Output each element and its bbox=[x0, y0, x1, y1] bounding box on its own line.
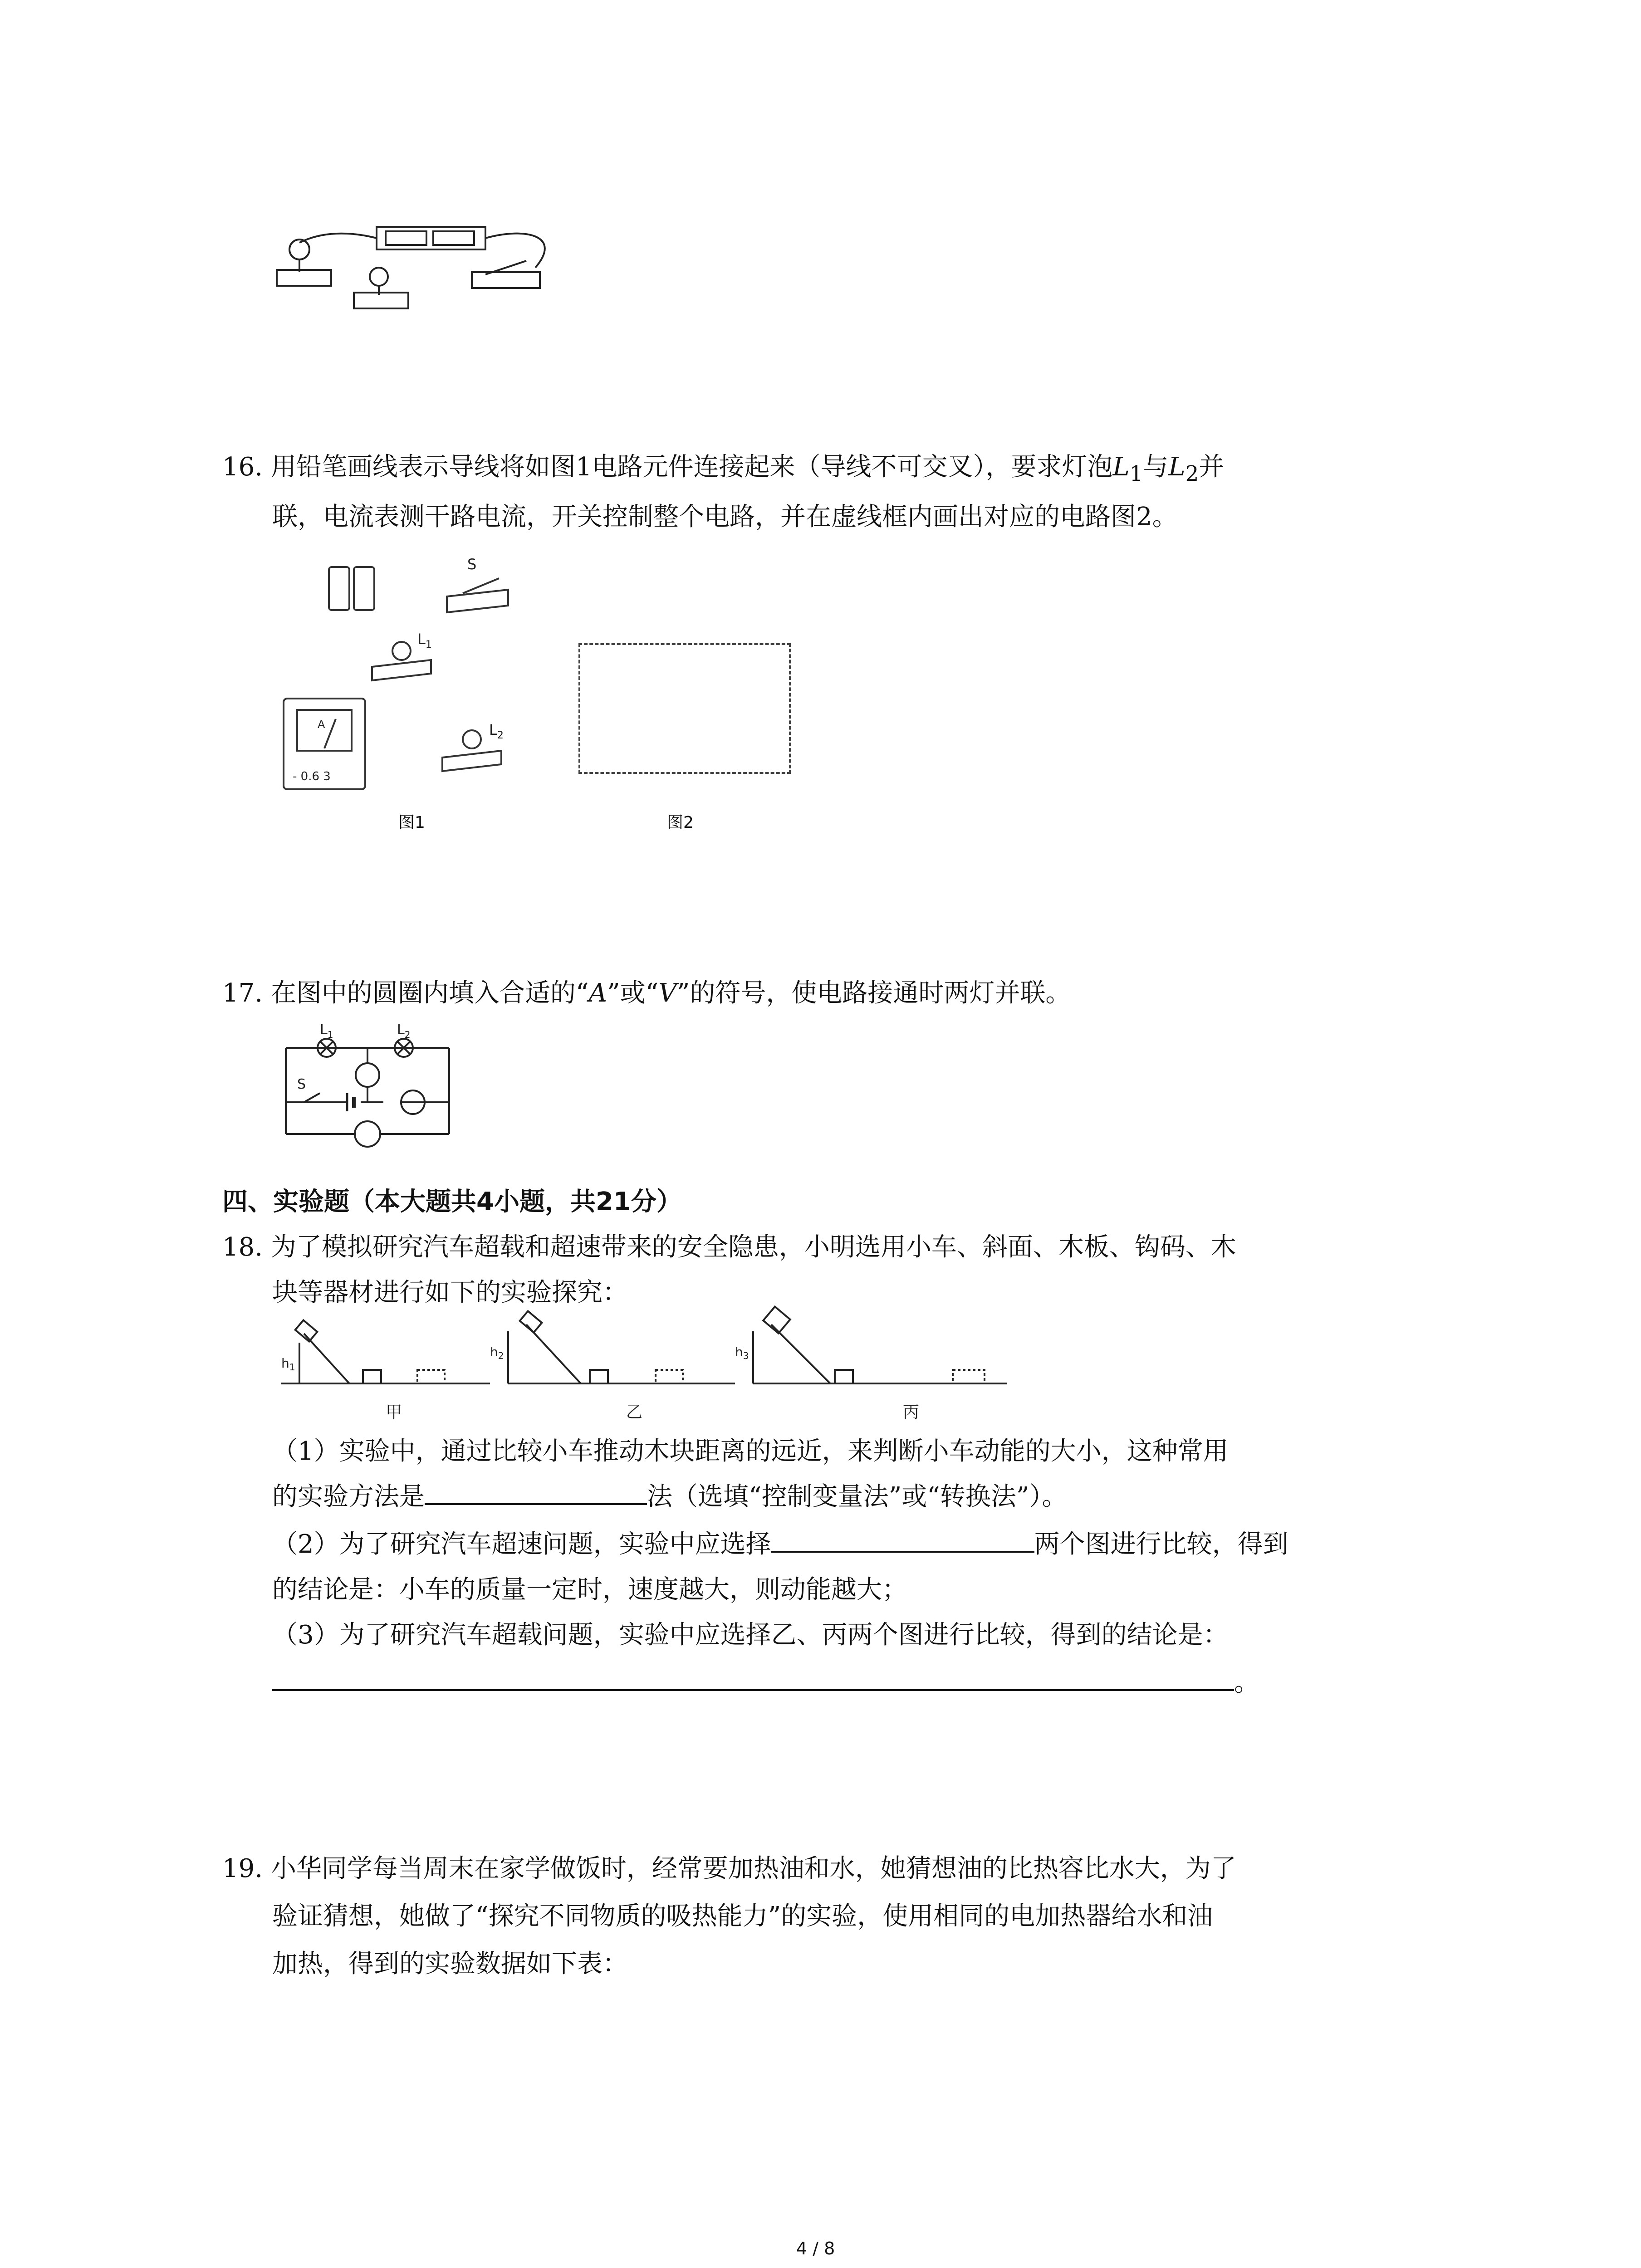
q18-label-bing: 丙 bbox=[903, 1403, 920, 1422]
q16-label-s: S bbox=[467, 556, 477, 573]
q17-circuit bbox=[272, 1012, 463, 1157]
q18-p2-a: （2）为了研究汽车超速问题，实验中应选择 bbox=[272, 1530, 771, 1559]
q16-sub-2: 2 bbox=[1185, 462, 1199, 487]
q16-meter-scale: - 0.6 3 bbox=[293, 770, 331, 783]
q16-line1 bbox=[222, 445, 1224, 497]
q18-label-jia: 甲 bbox=[386, 1403, 402, 1422]
q18-label-yi: 乙 bbox=[626, 1403, 643, 1422]
q17-symbol-v: V bbox=[658, 978, 677, 1008]
q18-number: 18. bbox=[222, 1232, 263, 1262]
q19-line1-text: 小华同学每当周末在家学做饭时，经常要加热油和水，她猜想油的比热容比水大，为了 bbox=[270, 1854, 1236, 1883]
q18-blank-2[interactable] bbox=[771, 1524, 1034, 1553]
q18-h2: $h_2$ bbox=[490, 1344, 504, 1361]
q16-sub-1: 1 bbox=[1129, 462, 1143, 487]
q16-fig1-caption: 图1 bbox=[398, 813, 425, 832]
q19-line3: 加热，得到的实验数据如下表： bbox=[272, 1949, 628, 1979]
q16-meter-letter: A bbox=[318, 718, 325, 731]
q18-p1-line1: （1）实验中，通过比较小车推动木块距离的远近，来判断小车动能的大小，这种常用 bbox=[272, 1437, 1229, 1466]
q18-line2: 块等器材进行如下的实验探究： bbox=[272, 1278, 628, 1307]
q19-line2: 验证猜想，她做了“探究不同物质的吸热能力”的实验，使用相同的电加热器给水和油 bbox=[272, 1901, 1213, 1931]
page-number: 4 / 8 bbox=[796, 2239, 835, 2258]
q19-number: 19. bbox=[222, 1854, 263, 1883]
q16-number: 16. bbox=[222, 452, 263, 482]
q17-label-l2: $L_2$ bbox=[397, 1022, 411, 1040]
q16-and: 与 bbox=[1143, 452, 1169, 482]
q17-number: 17. bbox=[222, 978, 263, 1008]
q17-text-c: ”的符号，使电路接通时两灯并联。 bbox=[676, 978, 1071, 1008]
q18-p1-line2 bbox=[272, 1474, 1068, 1520]
q18-p2-b: 两个图进行比较，得到 bbox=[1034, 1530, 1288, 1559]
q19-line1 bbox=[222, 1846, 1236, 1892]
q18-h1: $h_1$ bbox=[281, 1356, 295, 1373]
q16-text-b: 并 bbox=[1199, 452, 1225, 482]
q16-line2: 联，电流表测干路电流，开关控制整个电路，并在虚线框内画出对应的电路图2。 bbox=[272, 502, 1178, 532]
q16-symbol-l2: L bbox=[1168, 452, 1185, 482]
section-heading: 四、实验题（本大题共4小题，共21分） bbox=[222, 1187, 682, 1217]
q18-p3-line2 bbox=[272, 1660, 1259, 1706]
q16-fig2-caption: 图2 bbox=[667, 813, 694, 832]
q17-label-s: S bbox=[297, 1076, 306, 1092]
q18-h3: $h_3$ bbox=[735, 1344, 749, 1361]
q18-blank-3[interactable] bbox=[272, 1662, 1234, 1691]
q18-p3-line1: （3）为了研究汽车超载问题，实验中应选择乙、丙两个图进行比较，得到的结论是： bbox=[272, 1620, 1229, 1650]
q16-symbol-l: L bbox=[1112, 452, 1130, 482]
top-circuit-figure bbox=[272, 200, 590, 318]
q18-line1-text: 为了模拟研究汽车超载和超速带来的安全隐患，小明选用小车、斜面、木板、钩码、木 bbox=[270, 1232, 1236, 1262]
q17-symbol-a: A bbox=[588, 978, 607, 1008]
q16-dashed-box bbox=[578, 643, 791, 774]
q18-p1-b: 的实验方法是 bbox=[272, 1482, 425, 1511]
q18-p2-line1 bbox=[272, 1522, 1288, 1567]
q16-label-l1: $L_1$ bbox=[417, 631, 432, 650]
q17-text-a: 在图中的圆圈内填入合适的“ bbox=[270, 978, 589, 1008]
q17-text-b: ”或“ bbox=[607, 978, 659, 1008]
q18-p2-line2: 的结论是：小车的质量一定时，速度越大，则动能越大； bbox=[272, 1575, 907, 1604]
q18-blank-1[interactable] bbox=[425, 1476, 647, 1505]
q16-text-a: 用铅笔画线表示导线将如图1电路元件连接起来（导线不可交叉），要求灯泡 bbox=[270, 452, 1113, 482]
q17-text bbox=[222, 971, 1071, 1016]
q18-line1 bbox=[222, 1225, 1236, 1270]
q18-p3-end: 。 bbox=[1234, 1668, 1259, 1697]
q17-label-l1: $L_1$ bbox=[320, 1022, 333, 1040]
q16-figure1 bbox=[272, 544, 544, 816]
q18-p1-c: 法（选填“控制变量法”或“转换法”）。 bbox=[647, 1482, 1068, 1511]
q16-label-l2: $L_2$ bbox=[489, 721, 504, 741]
q18-figure bbox=[272, 1311, 1016, 1429]
